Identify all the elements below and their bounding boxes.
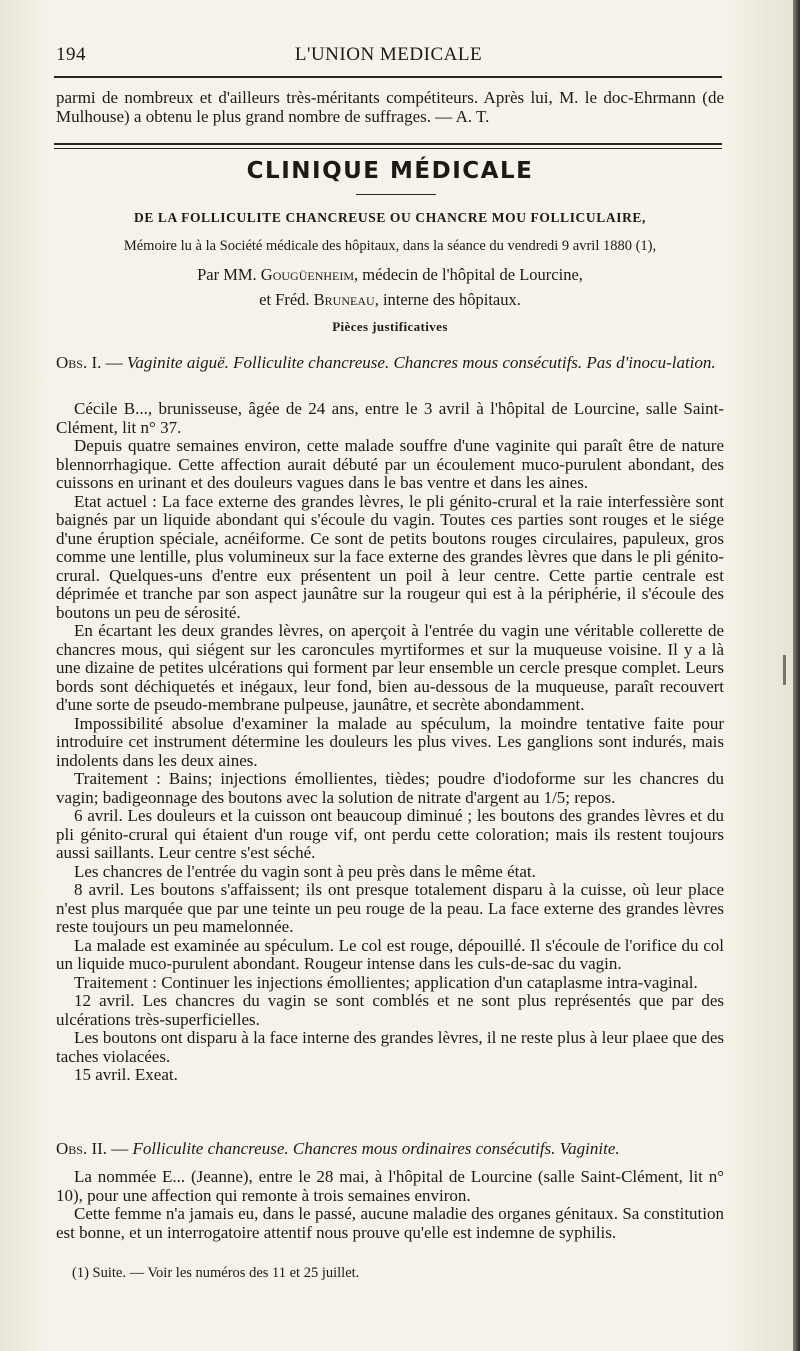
page-edge-shadow bbox=[793, 0, 800, 1351]
obs2-title: Folliculite chancreuse. Chancres mous ordinaires consécutifs. Vaginite. bbox=[132, 1139, 620, 1158]
obs1-label: Obs. I. bbox=[56, 353, 102, 372]
author-bruneau: Bruneau bbox=[313, 290, 375, 309]
article-title: DE LA FOLLICULITE CHANCREUSE OU CHANCRE MOU FOLLICULAIRE, bbox=[133, 210, 646, 225]
obs1-paragraph: Cécile B..., brunisseuse, âgée de 24 ans, entre le 3 avril à l'hôpital de Lourcine, salle Saint-Clément, lit n° 37. bbox=[56, 399, 724, 437]
footnote: (1) Suite. — Voir les numéros des 11 et 25 juillet. bbox=[72, 1265, 360, 1281]
header-rule bbox=[54, 76, 722, 78]
obs1-body bbox=[56, 400, 724, 1085]
journal-title: L'UNION MEDICALE bbox=[294, 44, 483, 65]
obs1-heading: Obs. I. — Vaginite aiguë. Folliculite chancreuse. Chancres mous consécutifs. Pas d'inocu-lation. bbox=[56, 353, 716, 372]
obs1-paragraph: Depuis quatre semaines environ, cette malade souffre d'une vaginite qui paraît être de nature blennorrhagique. Cette affection aurait débuté par un écoulement muco-purulent abondant, des cuissons en urinant et des douleurs vagues dans le bas ventre et dans les aines. bbox=[56, 436, 724, 492]
obs1-paragraph: En écartant les deux grandes lèvres, on aperçoit à l'entrée du vagin une véritable collerette de chancres mous, qui siégent sur les caroncules myrtiformes et sur la muqueuse voisine. Il y a là une dizaine de petites ulcérations qui forment par leur ensemble un cercle presque complet. Leurs bords sont déchiquetés et inégaux, leur fond, bien au-dessous de la muqueuse, paraît recouvert d'une sorte de pseudo-membrane pulpeuse, jaunâtre, et secrète abondamment. bbox=[56, 621, 724, 714]
obs1-paragraph: Traitement : Continuer les injections émollientes; application d'un cataplasme intra-vaginal. bbox=[74, 972, 698, 992]
obs1-paragraph: Traitement : Bains; injections émollientes, tièdes; poudre d'iodoforme sur les chancres du vagin; badigeonnage des boutons avec la solution de nitrate d'argent au 1/5; repos. bbox=[56, 769, 724, 807]
title-underline bbox=[356, 194, 436, 195]
obs1-paragraph: 12 avril. Les chancres du vagin se sont comblés et ne sont plus représentés que par des ulcérations très-superficielles. bbox=[56, 991, 724, 1029]
section-rule-top bbox=[54, 143, 722, 145]
section-rule-bottom bbox=[54, 148, 722, 149]
author-line-2: et Fréd. Bruneau, interne des hôpitaux. bbox=[259, 290, 521, 309]
running-header bbox=[56, 44, 721, 70]
author-line-1: Par MM. Gougüenheim, médecin de l'hôpital de Lourcine, bbox=[197, 265, 583, 284]
obs1-paragraph: Impossibilité absolue d'examiner la malade au spéculum, la moindre tentative faite pour introduire cet instrument détermine les douleurs les plus vives. Les ganglions sont indurés, mais indolents dans les deux aines. bbox=[56, 713, 724, 770]
obs1-paragraph: 8 avril. Les boutons s'affaissent; ils ont presque totalement disparu à la cuisse, où leur place n'est plus marquée que par une teinte un peu rouge de la peau. La face externe des grandes lèvres reste toujours un peu mamelonnée. bbox=[56, 880, 724, 936]
obs1-paragraph: 15 avril. Exeat. bbox=[74, 1065, 178, 1084]
obs1-title: Vaginite aiguë. Folliculite chancreuse. Chancres mous consécutifs. Pas d'inocu-lation. bbox=[126, 353, 716, 372]
page-number: 194 bbox=[56, 44, 86, 65]
obs1-paragraph: La malade est examinée au spéculum. Le col est rouge, dépouillé. Il s'écoule de l'orifice du col un liquide muco-purulent abondant. Rougeur intense dans les culs-de-sac du vagin. bbox=[56, 935, 724, 973]
author-gouguenheim: Gougüenheim bbox=[260, 265, 355, 284]
obs2-paragraph: Cette femme n'a jamais eu, dans le passé, aucune maladie des organes génitaux. Sa constitution est bonne, et un interrogatoire attentif nous prouve qu'elle est indemne de syphilis. bbox=[56, 1204, 724, 1242]
obs2-body bbox=[56, 1168, 724, 1242]
intro-paragraph: parmi de nombreux et d'ailleurs très-méritants compétiteurs. Après lui, M. le doc-Ehrmann (de Mulhouse) a obtenu le plus grand nombre de suffrages. — A. T. bbox=[56, 88, 724, 126]
obs1-paragraph: 6 avril. Les douleurs et la cuisson ont beaucoup diminué ; les boutons des grandes lèvres et du pli génito-crural qui étaient d'un rouge vif, ont perdu cette coloration; mais ils restent toujours aussi saillants. Leur centre s'est séché. bbox=[56, 806, 724, 862]
obs2-paragraph: La nommée E... (Jeanne), entre le 28 mai, à l'hôpital de Lourcine (salle Saint-Clément, lit n° 10), pour une affection qui remonte à trois semaines environ. bbox=[56, 1167, 724, 1205]
obs2-label: Obs. II. bbox=[56, 1139, 108, 1158]
obs1-paragraph: Etat actuel : La face externe des grandes lèvres, le pli génito-crural et la raie interfessière sont baignés par un liquide abondant qui s'écoule du vagin. Toutes ces parties sont rouges et le siége d'une éruption spéciale, acnéiforme. Ce sont de petits boutons rouges circulaires, papuleux, gros comme une lentille, plus volumineux sur la face externe des grandes lèvres que dans le pli génito-crural. Quelques-uns d'entre eux présentent un poil à leur centre. Cette partie centrale est déprimée et tranche par son aspect jaunâtre sur la rougeur qui est à la périphérie, il s'écoule des boutons un peu de sérosité. bbox=[56, 491, 724, 622]
memoire-line: Mémoire lu à la Société médicale des hôpitaux, dans la séance du vendredi 9 avril 1880 (1), bbox=[123, 238, 657, 254]
obs1-paragraph: Les chancres de l'entrée du vagin sont à peu près dans le même état. bbox=[74, 861, 536, 881]
obs2-heading: Obs. II. — Folliculite chancreuse. Chancres mous ordinaires consécutifs. Vaginite. bbox=[56, 1139, 620, 1158]
pieces-subheading: Pièces justificatives bbox=[332, 319, 448, 334]
section-title: CLINIQUE MÉDICALE bbox=[246, 158, 534, 184]
obs1-paragraph: Les boutons ont disparu à la face interne des grandes lèvres, il ne reste plus à leur plaee que des taches violacées. bbox=[56, 1028, 724, 1066]
margin-mark bbox=[783, 655, 786, 685]
